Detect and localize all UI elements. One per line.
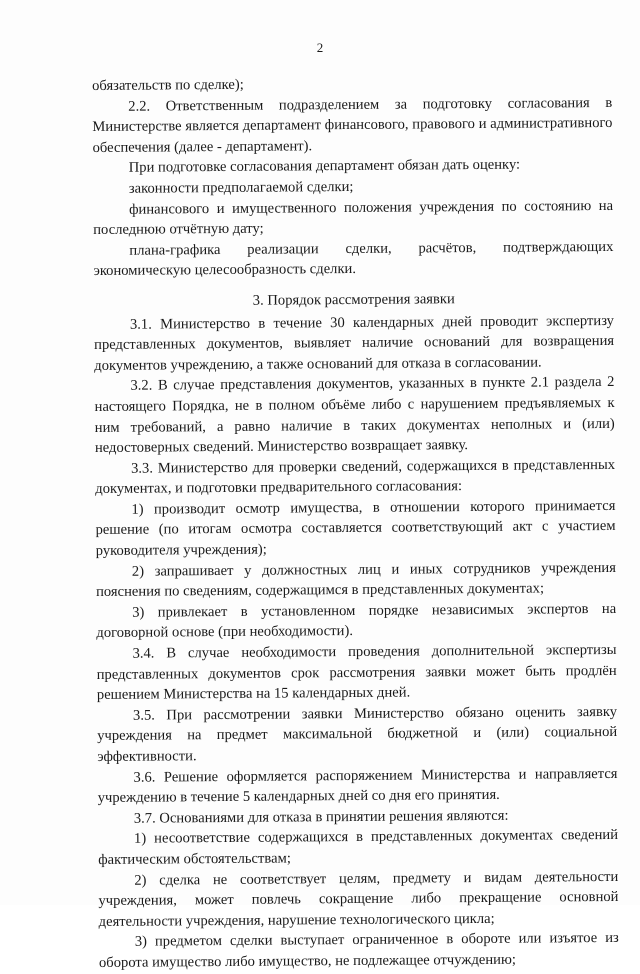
page-number: 2	[316, 40, 324, 55]
paragraph-3-7-item-1: 1) несоответствие содержащихся в представленных документах сведений фактическим обстоятельствам;	[98, 827, 619, 868]
paragraph-3-7-item-3: 3) предметом сделки выступает ограниченное в обороте или изъятое из оборота имущество либо имущество, не подлежащее отчуждению;	[98, 930, 619, 971]
paragraph-legality: законности предполагаемой сделки;	[128, 178, 354, 197]
paragraph-financial-position: финансового и имущественного положения учреждения по состоянию на последнюю отчётную дату;	[93, 197, 614, 239]
paragraph-schedule: плана-графика реализации сделки, расчётов, подтверждающих экономическую целесообразность сделки.	[93, 238, 614, 280]
paragraph-3-1: 3.1. Министерство в течение 30 календарных дней проводит экспертизу представленных документов, выявляет наличие оснований для возвращения документов учреждению, а также оснований для отказа в согласовании.	[94, 312, 615, 374]
paragraph-3-4: 3.4. В случае необходимости проведения дополнительной экспертизы представленных документов срок рассмотрения заявки может быть продлён решением Министерства на 15 календарных дней.	[96, 641, 617, 704]
paragraph-3-7-item-2: 2) сделка не соответствует целям, предмету и видам деятельности учреждения, может повлечь сокращение либо прекращение основной деятельности учреждения, нарушение технологического цикла;	[98, 868, 619, 930]
section-3-heading: 3. Порядок рассмотрения заявки	[252, 291, 455, 309]
paragraph-2-2: 2.2. Ответственным подразделением за подготовку согласования в Министерстве является департамент финансового, правового и административного обеспечения (далее - департамент).	[92, 94, 613, 156]
paragraph-3-3: 3.3. Министерство для проверки сведений, содержащихся в представленных документах, и подготовки предварительного согласования:	[95, 456, 616, 498]
paragraph-3-6: 3.6. Решение оформляется распоряжением Министерства и направляется учреждению в течение 5 календарных дней со дня его принятия.	[97, 765, 618, 807]
document-body	[92, 72, 619, 974]
paragraph-assessment-intro: При подготовке согласования департамент обязан дать оценку:	[128, 157, 521, 177]
paragraph-3-5: 3.5. При рассмотрении заявки Министерство обязано оценить заявку учреждения на предмет максимальной бюджетной и (или) социальной эффективности.	[97, 703, 618, 765]
paragraph-3-7: 3.7. Основаниями для отказа в принятии решения являются:	[133, 807, 509, 827]
paragraph-3-3-item-1: 1) производит осмотр имущества, в отношении которого принимается решение (по итогам осмотра составляется соответствующий акт с участием руководителя учреждения);	[95, 497, 616, 560]
paragraph-3-3-item-3: 3) привлекает в установленном порядке независимых экспертов на договорной основе (при необходимости).	[96, 600, 617, 642]
paragraph-3-2: 3.2. В случае представления документов, указанных в пункте 2.1 раздела 2 настоящего Порядка, не в полном объёме либо с нарушением предъявляемых к ним требований, а равно наличие в таких документах неполных и (или) недостоверных сведений. Министерство возвращает заявку.	[94, 374, 615, 457]
paragraph-3-3-item-2: 2) запрашивает у должностных лиц и иных сотрудников учреждения пояснения по сведениям, содержащимся в представленных документах;	[95, 559, 616, 601]
paragraph-obligations-end: обязательств по сделке);	[92, 76, 244, 94]
